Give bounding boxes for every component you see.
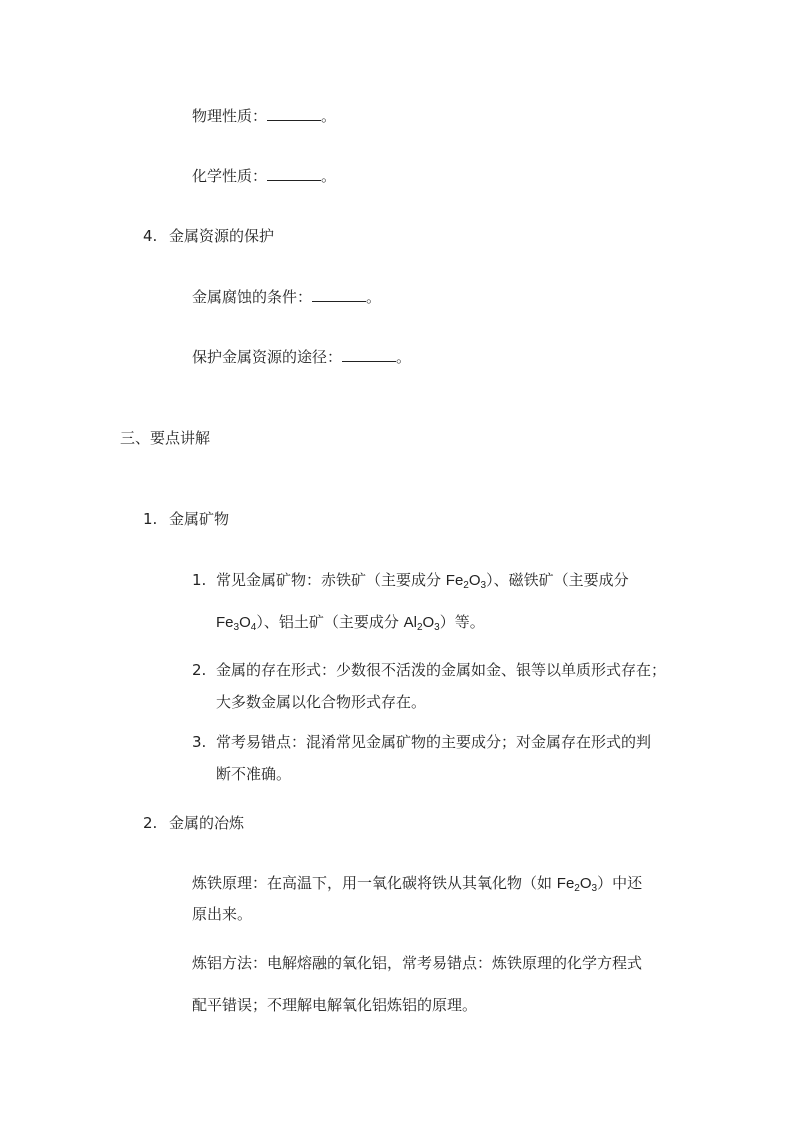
item2-number: 2. — [143, 814, 158, 832]
formula-fe3o4: $Fe_3O_4$ — [216, 614, 257, 633]
iron-smelting-line1 — [192, 873, 642, 894]
section3-heading: 三、要点讲解 — [120, 429, 211, 447]
item4-number: 4. — [143, 227, 158, 245]
iron-text-a: 炼铁原理：在高温下，用一氧化碳将铁从其氧化物（如 — [192, 874, 557, 892]
sub3-text-a: 常考易错点：混淆常见金属矿物的主要成分；对金属存在形式的判 — [216, 733, 652, 751]
item4-heading — [143, 226, 274, 246]
item1-number: 1. — [143, 510, 158, 528]
protect-line — [192, 347, 411, 367]
item1-title: 金属矿物 — [169, 510, 230, 528]
period: 。 — [366, 288, 382, 306]
item1-sub3-line2: 断不准确。 — [216, 765, 292, 783]
item1-sub1-line2 — [216, 612, 485, 633]
sub1-text-d: ）等。 — [439, 613, 485, 631]
chemical-property-blank[interactable] — [267, 166, 321, 181]
iron-text-b: ）中还 — [597, 874, 643, 892]
iron-smelting-line2: 原出来。 — [192, 905, 253, 923]
sub3-number: 3. — [192, 733, 207, 751]
item2-heading — [143, 813, 244, 833]
sub1-text-b: ）、磁铁矿（主要成分 — [486, 571, 629, 589]
period: 。 — [396, 348, 412, 366]
chemical-property-label: 化学性质： — [192, 167, 268, 185]
item1-sub2-line2: 大多数金属以化合物形式存在。 — [216, 693, 427, 711]
item2-title: 金属的冶炼 — [169, 814, 245, 832]
sub2-text-a: 金属的存在形式：少数很不活泼的金属如金、银等以单质形式存在； — [216, 661, 667, 679]
formula-fe2o3-iron: $Fe_2O_3$ — [556, 875, 598, 894]
corrosion-label: 金属腐蚀的条件： — [192, 288, 313, 306]
physical-property-label: 物理性质： — [192, 107, 268, 125]
formula-al2o3: $Al_2O_3$ — [403, 614, 440, 633]
sub1-number: 1. — [192, 571, 207, 589]
aluminum-smelting-line2: 配平错误；不理解电解氧化铝炼铝的原理。 — [192, 996, 478, 1014]
sub1-text-a: 常见金属矿物：赤铁矿（主要成分 — [216, 571, 446, 589]
physical-property-line — [192, 106, 336, 126]
corrosion-line — [192, 287, 381, 307]
item1-sub3-line1 — [192, 732, 651, 752]
sub1-text-c: ）、铝土矿（主要成分 — [256, 613, 404, 631]
corrosion-blank[interactable] — [312, 287, 366, 302]
chemical-property-line — [192, 166, 336, 186]
protect-blank[interactable] — [342, 347, 396, 362]
item1-heading — [143, 509, 229, 529]
physical-property-blank[interactable] — [267, 106, 321, 121]
formula-fe2o3: $Fe_2O_3$ — [445, 572, 487, 591]
sub2-number: 2. — [192, 661, 207, 679]
period: 。 — [321, 107, 337, 125]
item1-sub2-line1 — [192, 660, 666, 680]
protect-label: 保护金属资源的途径： — [192, 348, 343, 366]
item1-sub1-line1 — [192, 570, 629, 591]
period: 。 — [321, 167, 337, 185]
aluminum-smelting-line1: 炼铝方法：电解熔融的氧化铝，常考易错点：炼铁原理的化学方程式 — [192, 954, 643, 972]
item4-title: 金属资源的保护 — [169, 227, 275, 245]
